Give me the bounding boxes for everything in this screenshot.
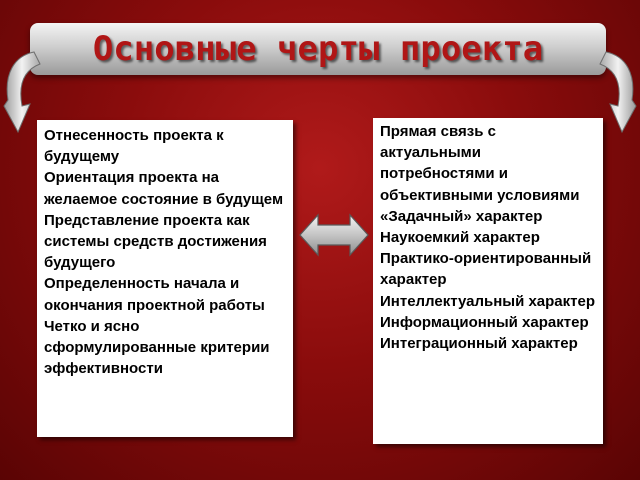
- list-item: Интеллектуальный характер: [380, 292, 596, 310]
- list-item: «Задачный» характер: [380, 207, 543, 225]
- list-item: Определенность начала и окончания проектной работы: [44, 275, 265, 314]
- title-banner: [30, 23, 606, 75]
- list-item: Информационный характер: [380, 313, 589, 331]
- page-title: Основные черты проекта: [92, 29, 544, 69]
- list-item: Наукоемкий характер: [380, 229, 540, 247]
- list-item: Ориентация проекта на желаемое состояние в будущем: [44, 169, 284, 208]
- list-item: Четко и ясно сформулированные критерии эффективности: [44, 317, 270, 378]
- list-item: Прямая связь с актуальными потребностями и объективными условиями: [380, 123, 580, 204]
- list-item: Интеграционный характер: [380, 335, 578, 353]
- list-item: Практико-ориентированный характер: [380, 250, 592, 289]
- features-box-right: [373, 118, 603, 444]
- list-item: Представление проекта как системы средств достижения будущего: [44, 211, 267, 272]
- list-item: Отнесенность проекта к будущему: [44, 127, 224, 166]
- double-arrow-icon: [298, 212, 370, 258]
- features-box-left: [37, 120, 293, 437]
